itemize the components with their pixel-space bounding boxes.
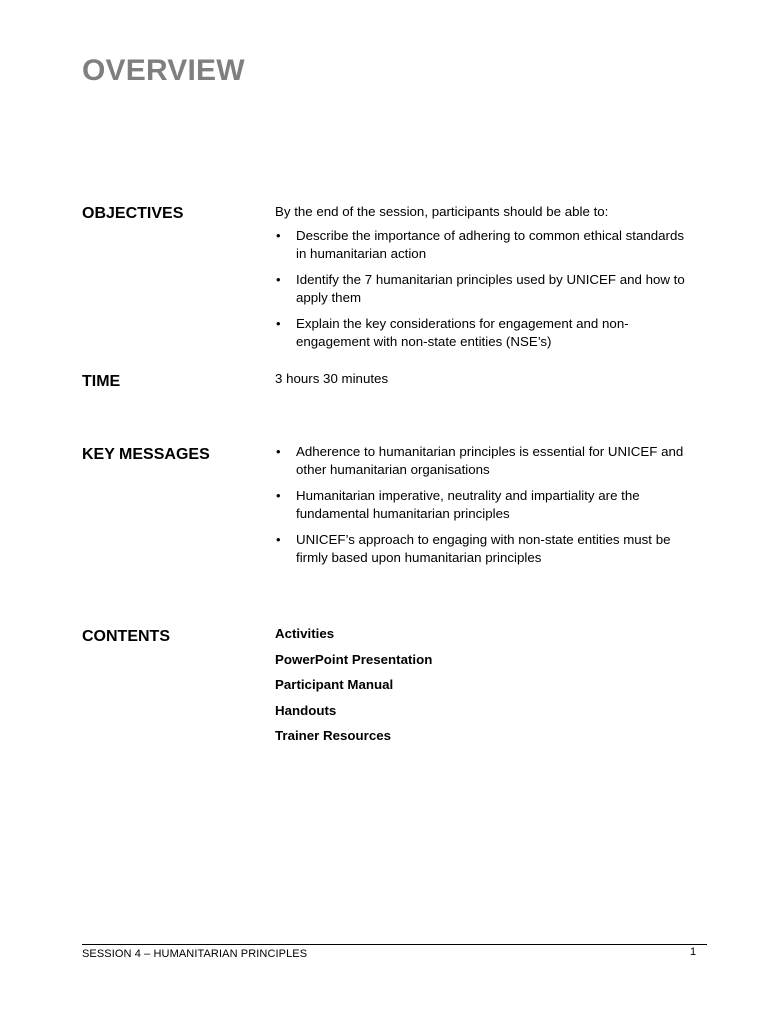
contents-item-handouts: Handouts (275, 702, 337, 718)
key-messages-heading: KEY MESSAGES (82, 446, 210, 463)
footer-session-label: SESSION 4 – HUMANITARIAN PRINCIPLES (82, 948, 308, 960)
key-message-text: Adherence to humanitarian principles is essential for UNICEF and other humanitarian organisations (296, 444, 684, 477)
objective-text: Explain the key considerations for engagement and non-engagement with non-state entities (NSE’s) (296, 316, 629, 349)
contents-item-activities: Activities (275, 626, 335, 641)
bullet-icon: • (276, 444, 281, 459)
objectives-list (275, 227, 695, 351)
objectives-section (275, 203, 695, 359)
page-title: OVERVIEW (82, 54, 245, 87)
objectives-intro: By the end of the session, participants should be able to: (275, 204, 609, 219)
bullet-icon: • (276, 488, 281, 503)
time-heading: TIME (82, 373, 121, 390)
contents-list (275, 625, 695, 745)
objective-text: Describe the importance of adhering to common ethical standards in humanitarian action (296, 228, 685, 261)
key-message-text: UNICEF’s approach to engaging with non-state entities must be firmly based upon humanitarian principles (296, 532, 671, 565)
bullet-icon: • (276, 532, 281, 547)
list-item (275, 487, 695, 523)
bullet-icon: • (276, 272, 281, 287)
contents-item-powerpoint: PowerPoint Presentation (275, 651, 433, 667)
key-messages-section (275, 443, 695, 575)
key-messages-list (275, 443, 695, 567)
objective-text: Identify the 7 humanitarian principles used by UNICEF and how to apply them (296, 272, 685, 305)
key-message-text: Humanitarian imperative, neutrality and impartiality are the fundamental humanitarian principles (296, 488, 640, 521)
list-item (275, 315, 695, 351)
list-item (275, 531, 695, 567)
time-value: 3 hours 30 minutes (275, 371, 389, 386)
footer-divider (82, 944, 707, 945)
list-item (275, 227, 695, 263)
list-item (275, 443, 695, 479)
bullet-icon: • (276, 316, 281, 331)
list-item (275, 271, 695, 307)
contents-section (275, 625, 695, 753)
bullet-icon: • (276, 228, 281, 243)
contents-heading: CONTENTS (82, 628, 170, 645)
contents-item-participant-manual: Participant Manual (275, 677, 394, 692)
objectives-heading: OBJECTIVES (82, 205, 184, 222)
contents-item-trainer-resources: Trainer Resources (275, 728, 392, 743)
page-number: 1 (690, 946, 697, 958)
time-section (275, 370, 695, 394)
